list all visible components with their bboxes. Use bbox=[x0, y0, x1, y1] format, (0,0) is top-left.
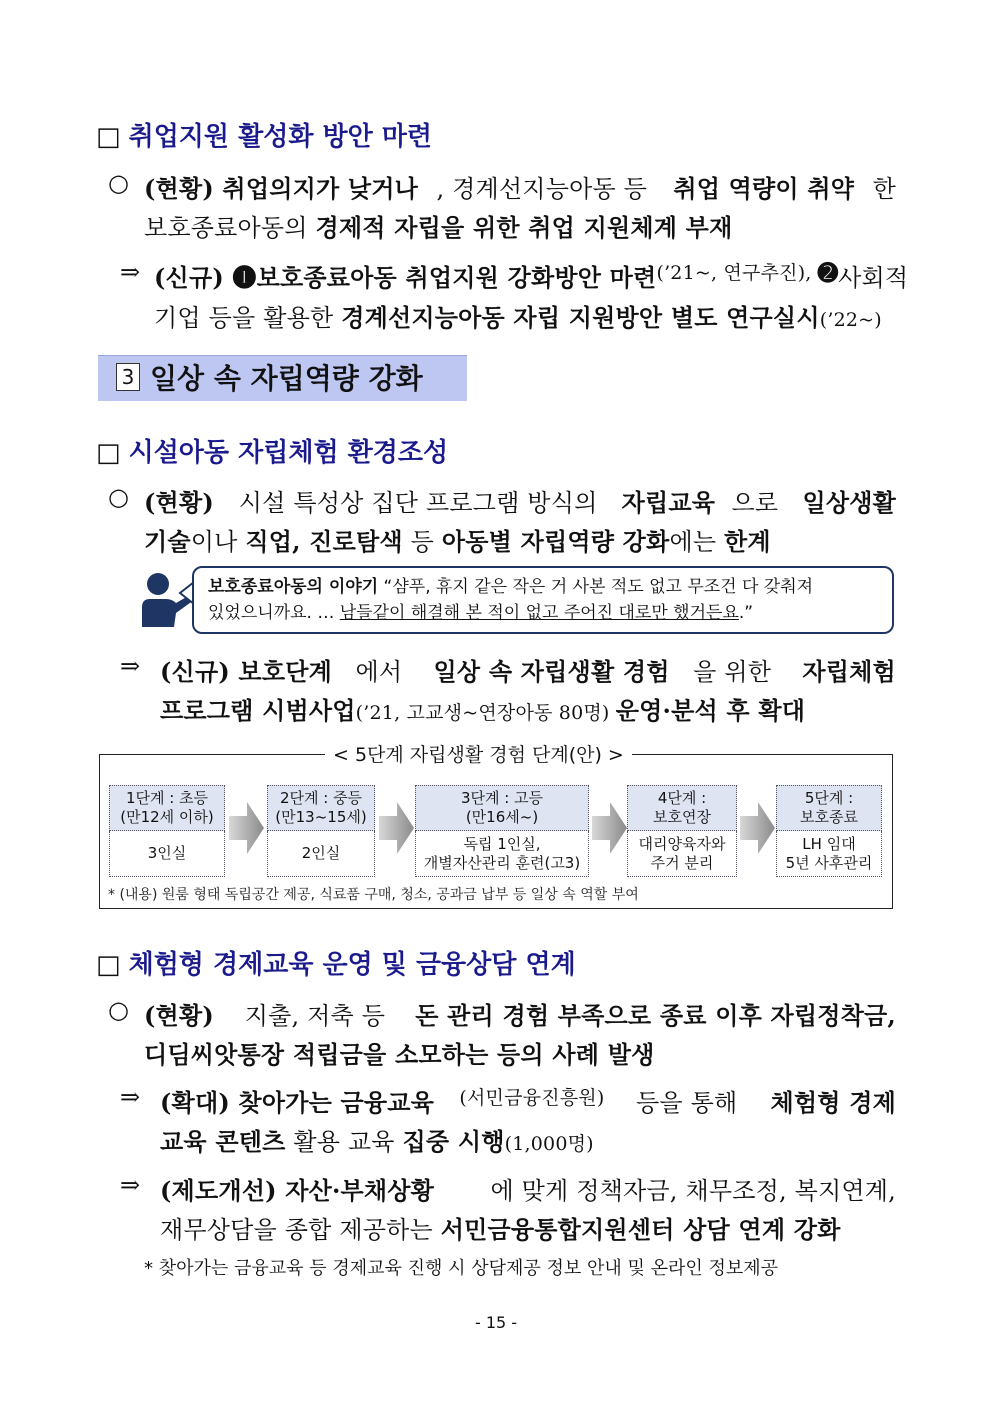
bold-text: 직업, 진로탐색 bbox=[245, 527, 403, 556]
bold-text: (제도개선) 자산·부채상황 bbox=[160, 1176, 435, 1205]
para-line bbox=[160, 1171, 896, 1206]
text: , 경계선지능아동 등 bbox=[436, 175, 655, 203]
checkbox-square-icon: □ bbox=[96, 950, 121, 980]
right-arrow-icon bbox=[592, 800, 628, 856]
checkbox-square-icon: □ bbox=[96, 438, 121, 468]
text: (’21, 고교생~연장아동 80명) bbox=[355, 702, 616, 724]
stage-label: (만16세~) bbox=[465, 808, 539, 826]
text: 한 bbox=[872, 175, 896, 203]
stage-detail-text: LH 임대 bbox=[802, 834, 856, 853]
stage-label: 4단계 : bbox=[657, 789, 707, 807]
text: (’22~) bbox=[819, 309, 882, 331]
stage-detail-text: 개별자산관리 훈련(고3) bbox=[423, 853, 581, 872]
stage-label: 5단계 : bbox=[804, 789, 854, 807]
bold-text: (현황) 취업의지가 낮거나 bbox=[144, 174, 419, 203]
stage-detail bbox=[267, 831, 375, 877]
para-line bbox=[144, 996, 896, 1031]
bold-text: 아동별 자립역량 강화 bbox=[441, 527, 670, 556]
stage-detail-text: 5년 사후관리 bbox=[785, 853, 873, 872]
stage-box bbox=[267, 785, 375, 877]
text: 기업 등을 활용한 bbox=[154, 304, 342, 332]
stage-label: 2단계 : 중등 bbox=[279, 789, 363, 807]
para-line bbox=[154, 258, 909, 293]
quote-box: 보호종료아동의 이야기 “샴푸, 휴지 같은 작은 거 사본 적도 없고 무조건 다 갖춰져 있었으니까요. … 남들같이 해결해 본 적이 없고 주어진 대로만 했거든요.” bbox=[192, 566, 894, 634]
stage-header bbox=[109, 785, 225, 831]
bold-text: (신규) 보호단계 bbox=[160, 657, 332, 686]
bullet-marker: ○ bbox=[108, 483, 130, 511]
stage-label: (만12세 이하) bbox=[120, 808, 214, 826]
arrow-marker: ⇒ bbox=[120, 258, 141, 286]
section-heading-finance: □ 체험형 경제교육 운영 및 금융상담 연계 bbox=[96, 950, 576, 980]
para-line bbox=[160, 1210, 841, 1245]
bold-text: 서민금융통합지원센터 상담 연계 강화 bbox=[440, 1215, 841, 1244]
text: 에 맞게 정책자금, 채무조정, 복지연계, bbox=[490, 1177, 896, 1205]
stage-header bbox=[776, 785, 882, 831]
para-line bbox=[160, 1122, 594, 1157]
stage-detail-text: 2인실 bbox=[301, 844, 341, 862]
stage-detail-text: 3인실 bbox=[147, 844, 187, 862]
stage-detail bbox=[415, 831, 589, 877]
bold-text: (현황) bbox=[144, 1001, 223, 1030]
bold-text: ➋ bbox=[817, 258, 839, 287]
bold-text: 자립체험 bbox=[802, 657, 896, 686]
bold-text: 경계선지능아동 자립 지원방안 별도 연구실시 bbox=[341, 303, 820, 332]
checkbox-square-icon: □ bbox=[96, 122, 121, 152]
chapter-number-box: 3 bbox=[116, 363, 140, 391]
stage-box bbox=[627, 785, 737, 877]
para-line bbox=[144, 483, 896, 518]
para-line bbox=[144, 169, 896, 204]
text: 등을 통해 bbox=[636, 1089, 746, 1117]
bullet-marker: ○ bbox=[108, 169, 130, 197]
text: 보호종료아동의 bbox=[144, 214, 316, 242]
stage-header bbox=[267, 785, 375, 831]
bold-text: 집중 시행 bbox=[402, 1127, 505, 1156]
bold-text: (확대) 찾아가는 금융교육 bbox=[160, 1088, 435, 1117]
stage-box bbox=[109, 785, 225, 877]
stage-label: 보호연장 bbox=[653, 808, 711, 826]
para-line bbox=[160, 1083, 896, 1118]
bold-text: 일상 속 자립생활 경험 bbox=[433, 657, 670, 686]
bold-text: 일상생활 bbox=[802, 488, 896, 517]
bold-text: 경제적 자립을 위한 취업 지원체계 부재 bbox=[315, 213, 733, 242]
page-number: - 15 - bbox=[474, 1313, 518, 1332]
bold-text: 자립교육 bbox=[621, 488, 716, 517]
bold-text: 체험형 경제 bbox=[770, 1088, 896, 1117]
right-arrow-icon bbox=[740, 800, 776, 856]
bold-text: 디딤씨앗통장 적립금을 소모하는 등의 사례 발생 bbox=[144, 1040, 655, 1069]
quote-speaker: 보호종료아동의 이야기 bbox=[208, 577, 379, 597]
bold-text: (신규) ➊보호종료아동 취업지원 강화방안 마련 bbox=[154, 263, 657, 292]
text: 재무상담을 종합 제공하는 bbox=[160, 1216, 441, 1244]
para-line bbox=[160, 652, 896, 687]
quote-text: “샴푸, 휴지 같은 작은 거 사본 적도 없고 무조건 다 갖춰져 bbox=[378, 577, 814, 597]
stage-detail-text: 독립 1인실, bbox=[463, 834, 541, 853]
stage-box bbox=[776, 785, 882, 877]
right-arrow-icon bbox=[379, 800, 415, 856]
arrow-marker: ⇒ bbox=[120, 1171, 141, 1199]
quote-underline: 남들같이 해결해 본 적이 없고 주어진 대로만 했거든요 bbox=[339, 603, 739, 623]
text: 이나 bbox=[190, 528, 246, 556]
text: 에는 bbox=[669, 528, 725, 556]
chapter-heading: 3 일상 속 자립역량 강화 bbox=[98, 355, 467, 401]
stage-header bbox=[627, 785, 737, 831]
bold-text: 한계 bbox=[724, 527, 771, 556]
bold-text: 기술 bbox=[144, 527, 191, 556]
stage-detail-text: 주거 분리 bbox=[650, 853, 714, 872]
stage-detail bbox=[109, 831, 225, 877]
stage-detail bbox=[776, 831, 882, 877]
text: 지출, 저축 등 bbox=[244, 1002, 393, 1030]
text: 시설 특성상 집단 프로그램 방식의 bbox=[238, 489, 606, 517]
bold-text: 프로그램 시범사업 bbox=[160, 696, 356, 725]
bold-text: 취업 역량이 취약 bbox=[673, 174, 855, 203]
para-line bbox=[144, 522, 771, 557]
stage-label: 3단계 : 고등 bbox=[460, 789, 544, 807]
text: (1,000명) bbox=[504, 1133, 594, 1155]
footnote: * 찾아가는 금융교육 등 경제교육 진행 시 상담제공 정보 안내 및 온라인 정보제공 bbox=[144, 1258, 779, 1279]
stage-detail bbox=[627, 831, 737, 877]
bold-text: (현황) bbox=[144, 488, 223, 517]
text: 을 위한 bbox=[693, 658, 779, 686]
bold-text: 운영·분석 후 확대 bbox=[615, 696, 806, 725]
para-line bbox=[154, 298, 882, 333]
diagram-title: < 5단계 자립생활 경험 단계(안) > bbox=[325, 740, 632, 767]
text: 에서 bbox=[355, 658, 411, 686]
text: 등 bbox=[402, 528, 442, 556]
para-line bbox=[160, 691, 805, 726]
section-heading-employment: □ 취업지원 활성화 방안 마련 bbox=[96, 122, 433, 152]
para-line bbox=[144, 1035, 654, 1070]
text: 으로 bbox=[731, 489, 787, 517]
arrow-marker: ⇒ bbox=[120, 1083, 141, 1111]
stage-label: (만13~15세) bbox=[275, 808, 367, 826]
right-arrow-icon bbox=[229, 800, 265, 856]
diagram-note: * (내용) 원룸 형태 독립공간 제공, 식료품 구매, 청소, 공과금 납부 등 일상 속 역할 부여 bbox=[108, 887, 639, 903]
text: 활용 교육 bbox=[285, 1128, 403, 1156]
stage-header bbox=[415, 785, 589, 831]
para-line bbox=[144, 208, 732, 243]
text: (서민금융진흥원) bbox=[459, 1087, 611, 1109]
stage-label: 1단계 : 초등 bbox=[125, 789, 209, 807]
bold-text: 돈 관리 경험 부족으로 종료 이후 자립정착금, bbox=[415, 1001, 896, 1030]
text: 사회적 bbox=[838, 264, 909, 292]
bullet-marker: ○ bbox=[108, 996, 130, 1024]
arrow-marker: ⇒ bbox=[120, 652, 141, 680]
stage-label: 보호종료 bbox=[800, 808, 858, 826]
stage-detail-text: 대리양육자와 bbox=[638, 834, 726, 853]
text: (’21~, 연구추진), bbox=[656, 262, 818, 284]
section-heading-facility: □ 시설아동 자립체험 환경조성 bbox=[96, 438, 449, 468]
stage-box bbox=[415, 785, 589, 877]
bold-text: 교육 콘텐츠 bbox=[160, 1127, 286, 1156]
